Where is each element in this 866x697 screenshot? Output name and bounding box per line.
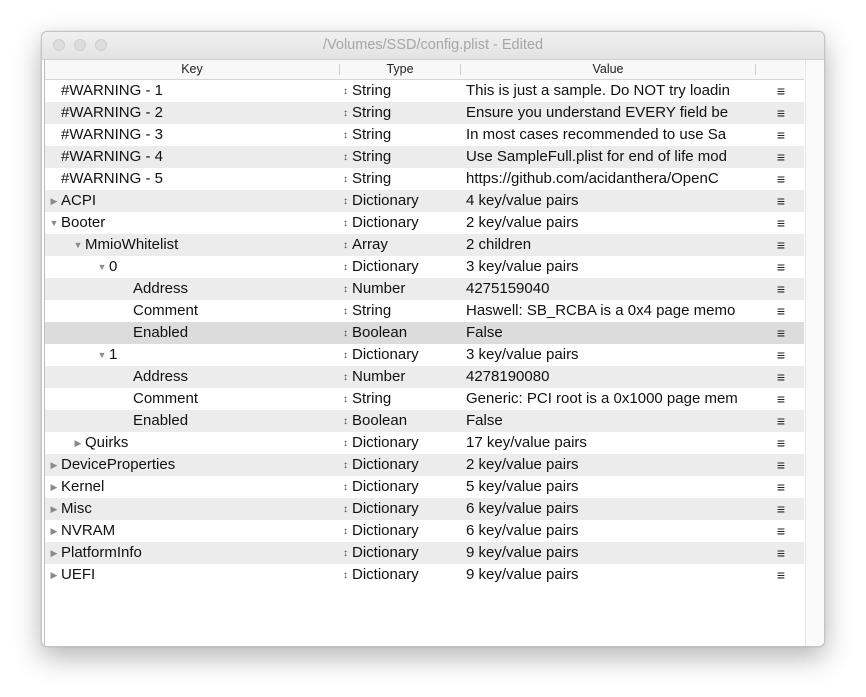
type-popup[interactable] bbox=[343, 388, 391, 412]
value-cell[interactable]: 5 key/value pairs bbox=[466, 478, 579, 495]
hamburger-menu-icon[interactable]: ≡ bbox=[776, 193, 786, 209]
up-down-chevron-icon: ↕ bbox=[343, 526, 348, 537]
key-label: Enabled bbox=[133, 412, 189, 429]
table-row[interactable] bbox=[45, 498, 804, 520]
type-popup[interactable] bbox=[343, 476, 419, 500]
value-cell[interactable]: 4 key/value pairs bbox=[466, 192, 579, 209]
key-label: #WARNING - 5 bbox=[61, 170, 163, 187]
table-row[interactable] bbox=[45, 542, 804, 564]
disclosure-triangle-down-icon[interactable]: ▼ bbox=[73, 240, 83, 250]
table-row[interactable] bbox=[45, 190, 804, 212]
up-down-chevron-icon: ↕ bbox=[343, 306, 348, 317]
value-cell[interactable]: In most cases recommended to use Sa bbox=[466, 126, 727, 143]
key-label: Address bbox=[133, 280, 189, 297]
up-down-chevron-icon: ↕ bbox=[343, 218, 348, 229]
vertical-scrollbar[interactable] bbox=[805, 60, 825, 646]
value-cell[interactable]: 4278190080 bbox=[466, 368, 550, 385]
up-down-chevron-icon: ↕ bbox=[343, 548, 348, 559]
up-down-chevron-icon: ↕ bbox=[343, 152, 348, 163]
key-label: Address bbox=[133, 368, 189, 385]
type-label: Dictionary bbox=[352, 478, 419, 495]
type-column-header[interactable]: Type bbox=[386, 62, 414, 76]
table-row[interactable] bbox=[45, 102, 804, 124]
value-cell[interactable]: 3 key/value pairs bbox=[466, 346, 579, 363]
type-popup[interactable] bbox=[343, 432, 419, 456]
hamburger-menu-icon[interactable]: ≡ bbox=[776, 303, 786, 319]
table-row[interactable] bbox=[45, 146, 804, 168]
hamburger-menu-icon[interactable]: ≡ bbox=[776, 545, 786, 561]
disclosure-triangle-down-icon[interactable]: ▼ bbox=[97, 262, 107, 272]
up-down-chevron-icon: ↕ bbox=[343, 350, 348, 361]
table-row[interactable] bbox=[45, 366, 804, 388]
type-popup[interactable] bbox=[343, 322, 407, 346]
type-popup[interactable] bbox=[343, 366, 405, 390]
table-row[interactable] bbox=[45, 168, 804, 190]
key-label: #WARNING - 4 bbox=[61, 148, 163, 165]
table-row[interactable] bbox=[45, 520, 804, 542]
type-label: String bbox=[352, 302, 392, 319]
hamburger-menu-icon[interactable]: ≡ bbox=[776, 391, 786, 407]
type-popup[interactable] bbox=[343, 102, 391, 126]
value-cell[interactable]: Ensure you understand EVERY field be bbox=[466, 104, 729, 121]
key-label: ACPI bbox=[61, 192, 97, 209]
table-row[interactable] bbox=[45, 432, 804, 454]
hamburger-menu-icon[interactable]: ≡ bbox=[776, 237, 786, 253]
up-down-chevron-icon: ↕ bbox=[343, 570, 348, 581]
disclosure-triangle-right-icon[interactable]: ▶ bbox=[50, 460, 58, 470]
type-label: String bbox=[352, 82, 392, 99]
hamburger-menu-icon[interactable]: ≡ bbox=[776, 413, 786, 429]
value-cell[interactable]: 2 key/value pairs bbox=[466, 214, 579, 231]
type-label: String bbox=[352, 126, 392, 143]
table-row[interactable] bbox=[45, 278, 804, 300]
key-label: PlatformInfo bbox=[61, 544, 142, 561]
value-cell[interactable]: Haswell: SB_RCBA is a 0x4 page memo bbox=[466, 302, 736, 319]
type-label: Dictionary bbox=[352, 456, 419, 473]
up-down-chevron-icon: ↕ bbox=[343, 394, 348, 405]
key-column-header[interactable]: Key bbox=[181, 62, 203, 76]
plist-rows bbox=[45, 80, 804, 586]
type-label: Array bbox=[352, 236, 388, 253]
hamburger-menu-icon[interactable]: ≡ bbox=[776, 369, 786, 385]
title-bar[interactable] bbox=[42, 32, 824, 60]
hamburger-menu-icon[interactable]: ≡ bbox=[776, 347, 786, 363]
hamburger-menu-icon[interactable]: ≡ bbox=[776, 567, 786, 583]
key-label: 0 bbox=[109, 258, 118, 275]
table-row[interactable] bbox=[45, 212, 804, 234]
type-label: Boolean bbox=[352, 412, 408, 429]
type-popup[interactable] bbox=[343, 256, 419, 280]
outline-view bbox=[44, 60, 804, 646]
table-row[interactable] bbox=[45, 124, 804, 146]
disclosure-triangle-down-icon[interactable]: ▼ bbox=[49, 218, 59, 228]
value-cell[interactable]: 4275159040 bbox=[466, 280, 550, 297]
key-label: Booter bbox=[61, 214, 106, 231]
type-label: Number bbox=[352, 368, 406, 385]
window-title: /Volumes/SSD/config.plist - Edited bbox=[322, 37, 544, 53]
up-down-chevron-icon: ↕ bbox=[343, 372, 348, 383]
type-label: Dictionary bbox=[352, 192, 419, 209]
type-popup[interactable] bbox=[343, 410, 407, 434]
hamburger-menu-icon[interactable]: ≡ bbox=[776, 435, 786, 451]
value-cell[interactable]: 9 key/value pairs bbox=[466, 544, 579, 561]
hamburger-menu-icon[interactable]: ≡ bbox=[776, 479, 786, 495]
type-label: Dictionary bbox=[352, 434, 419, 451]
key-label: Misc bbox=[61, 500, 92, 517]
up-down-chevron-icon: ↕ bbox=[343, 328, 348, 339]
up-down-chevron-icon: ↕ bbox=[343, 174, 348, 185]
type-popup[interactable] bbox=[343, 234, 388, 258]
key-label: UEFI bbox=[61, 566, 96, 583]
table-row[interactable] bbox=[45, 388, 804, 410]
up-down-chevron-icon: ↕ bbox=[343, 262, 348, 273]
hamburger-menu-icon[interactable]: ≡ bbox=[776, 259, 786, 275]
type-popup[interactable] bbox=[343, 190, 419, 214]
hamburger-menu-icon[interactable]: ≡ bbox=[776, 523, 786, 539]
value-cell[interactable]: 6 key/value pairs bbox=[466, 500, 579, 517]
key-label: Comment bbox=[133, 390, 199, 407]
type-popup[interactable] bbox=[343, 542, 419, 566]
hamburger-menu-icon[interactable]: ≡ bbox=[776, 325, 786, 341]
column-divider[interactable] bbox=[755, 64, 756, 75]
hamburger-menu-icon[interactable]: ≡ bbox=[776, 501, 786, 517]
table-row[interactable] bbox=[45, 300, 804, 322]
key-label: #WARNING - 1 bbox=[61, 82, 163, 99]
type-label: Dictionary bbox=[352, 346, 419, 363]
up-down-chevron-icon: ↕ bbox=[343, 438, 348, 449]
table-row[interactable] bbox=[45, 234, 804, 256]
disclosure-triangle-right-icon[interactable]: ▶ bbox=[50, 482, 58, 492]
value-cell[interactable]: 17 key/value pairs bbox=[466, 434, 587, 451]
up-down-chevron-icon: ↕ bbox=[343, 240, 348, 251]
hamburger-menu-icon[interactable]: ≡ bbox=[776, 171, 786, 187]
value-cell[interactable]: https://github.com/acidanthera/OpenC bbox=[466, 170, 719, 187]
value-column-header[interactable]: Value bbox=[592, 62, 624, 76]
type-popup[interactable] bbox=[343, 80, 391, 104]
table-row[interactable] bbox=[45, 476, 804, 498]
type-label: String bbox=[352, 104, 392, 121]
up-down-chevron-icon: ↕ bbox=[343, 130, 348, 141]
type-popup[interactable] bbox=[343, 564, 419, 588]
type-label: Dictionary bbox=[352, 258, 419, 275]
disclosure-triangle-right-icon[interactable]: ▶ bbox=[50, 504, 58, 514]
hamburger-menu-icon[interactable]: ≡ bbox=[776, 127, 786, 143]
type-popup[interactable] bbox=[343, 278, 405, 302]
key-label: Enabled bbox=[133, 324, 189, 341]
table-row[interactable] bbox=[45, 322, 804, 344]
type-popup[interactable] bbox=[343, 344, 419, 368]
table-row[interactable] bbox=[45, 344, 804, 366]
type-label: Boolean bbox=[352, 324, 408, 341]
up-down-chevron-icon: ↕ bbox=[343, 284, 348, 295]
up-down-chevron-icon: ↕ bbox=[343, 416, 348, 427]
key-label: #WARNING - 3 bbox=[61, 126, 163, 143]
table-row[interactable] bbox=[45, 564, 804, 586]
disclosure-triangle-down-icon[interactable]: ▼ bbox=[97, 350, 107, 360]
key-label: #WARNING - 2 bbox=[61, 104, 163, 121]
type-label: Number bbox=[352, 280, 406, 297]
up-down-chevron-icon: ↕ bbox=[343, 108, 348, 119]
type-popup[interactable] bbox=[343, 454, 419, 478]
key-label: Kernel bbox=[61, 478, 105, 495]
type-popup[interactable] bbox=[343, 168, 391, 192]
type-popup[interactable] bbox=[343, 300, 391, 324]
up-down-chevron-icon: ↕ bbox=[343, 482, 348, 493]
table-row[interactable] bbox=[45, 80, 804, 102]
value-cell[interactable]: 6 key/value pairs bbox=[466, 522, 579, 539]
up-down-chevron-icon: ↕ bbox=[343, 504, 348, 515]
hamburger-menu-icon[interactable]: ≡ bbox=[776, 281, 786, 297]
type-popup[interactable] bbox=[343, 146, 391, 170]
key-label: 1 bbox=[109, 346, 118, 363]
type-label: Dictionary bbox=[352, 544, 419, 561]
hamburger-menu-icon[interactable]: ≡ bbox=[776, 149, 786, 165]
plist-editor-window bbox=[41, 31, 825, 647]
type-label: Dictionary bbox=[352, 500, 419, 517]
type-label: Dictionary bbox=[352, 522, 419, 539]
up-down-chevron-icon: ↕ bbox=[343, 460, 348, 471]
type-popup[interactable] bbox=[343, 124, 391, 148]
type-label: String bbox=[352, 390, 392, 407]
hamburger-menu-icon[interactable]: ≡ bbox=[776, 105, 786, 121]
value-cell[interactable]: Generic: PCI root is a 0x1000 page mem bbox=[466, 390, 738, 407]
disclosure-triangle-right-icon[interactable]: ▶ bbox=[50, 548, 58, 558]
up-down-chevron-icon: ↕ bbox=[343, 86, 348, 97]
type-popup[interactable] bbox=[343, 498, 419, 522]
hamburger-menu-icon[interactable]: ≡ bbox=[776, 457, 786, 473]
table-row[interactable] bbox=[45, 410, 804, 432]
value-cell[interactable]: False bbox=[466, 324, 503, 341]
key-label: MmioWhitelist bbox=[85, 236, 179, 253]
key-label: NVRAM bbox=[61, 522, 116, 539]
table-row[interactable] bbox=[45, 454, 804, 476]
disclosure-triangle-right-icon[interactable]: ▶ bbox=[50, 526, 58, 536]
type-label: String bbox=[352, 148, 392, 165]
type-label: String bbox=[352, 170, 392, 187]
type-popup[interactable] bbox=[343, 520, 419, 544]
value-cell[interactable]: 2 children bbox=[466, 236, 532, 253]
value-cell[interactable]: False bbox=[466, 412, 503, 429]
type-label: Dictionary bbox=[352, 566, 419, 583]
disclosure-triangle-right-icon[interactable]: ▶ bbox=[50, 196, 58, 206]
value-cell[interactable]: 2 key/value pairs bbox=[466, 456, 579, 473]
type-popup[interactable] bbox=[343, 212, 419, 236]
disclosure-triangle-right-icon[interactable]: ▶ bbox=[50, 570, 58, 580]
value-cell[interactable]: 9 key/value pairs bbox=[466, 566, 579, 583]
hamburger-menu-icon[interactable]: ≡ bbox=[776, 215, 786, 231]
type-label: Dictionary bbox=[352, 214, 419, 231]
value-cell[interactable]: This is just a sample. Do NOT try loadin bbox=[466, 82, 730, 99]
key-label: Comment bbox=[133, 302, 199, 319]
table-row[interactable] bbox=[45, 256, 804, 278]
column-header bbox=[45, 60, 804, 80]
disclosure-triangle-right-icon[interactable]: ▶ bbox=[74, 438, 82, 448]
hamburger-menu-icon[interactable]: ≡ bbox=[776, 83, 786, 99]
key-label: Quirks bbox=[85, 434, 129, 451]
key-label: DeviceProperties bbox=[61, 456, 176, 473]
value-cell[interactable]: Use SampleFull.plist for end of life mod bbox=[466, 148, 727, 165]
value-cell[interactable]: 3 key/value pairs bbox=[466, 258, 579, 275]
up-down-chevron-icon: ↕ bbox=[343, 196, 348, 207]
